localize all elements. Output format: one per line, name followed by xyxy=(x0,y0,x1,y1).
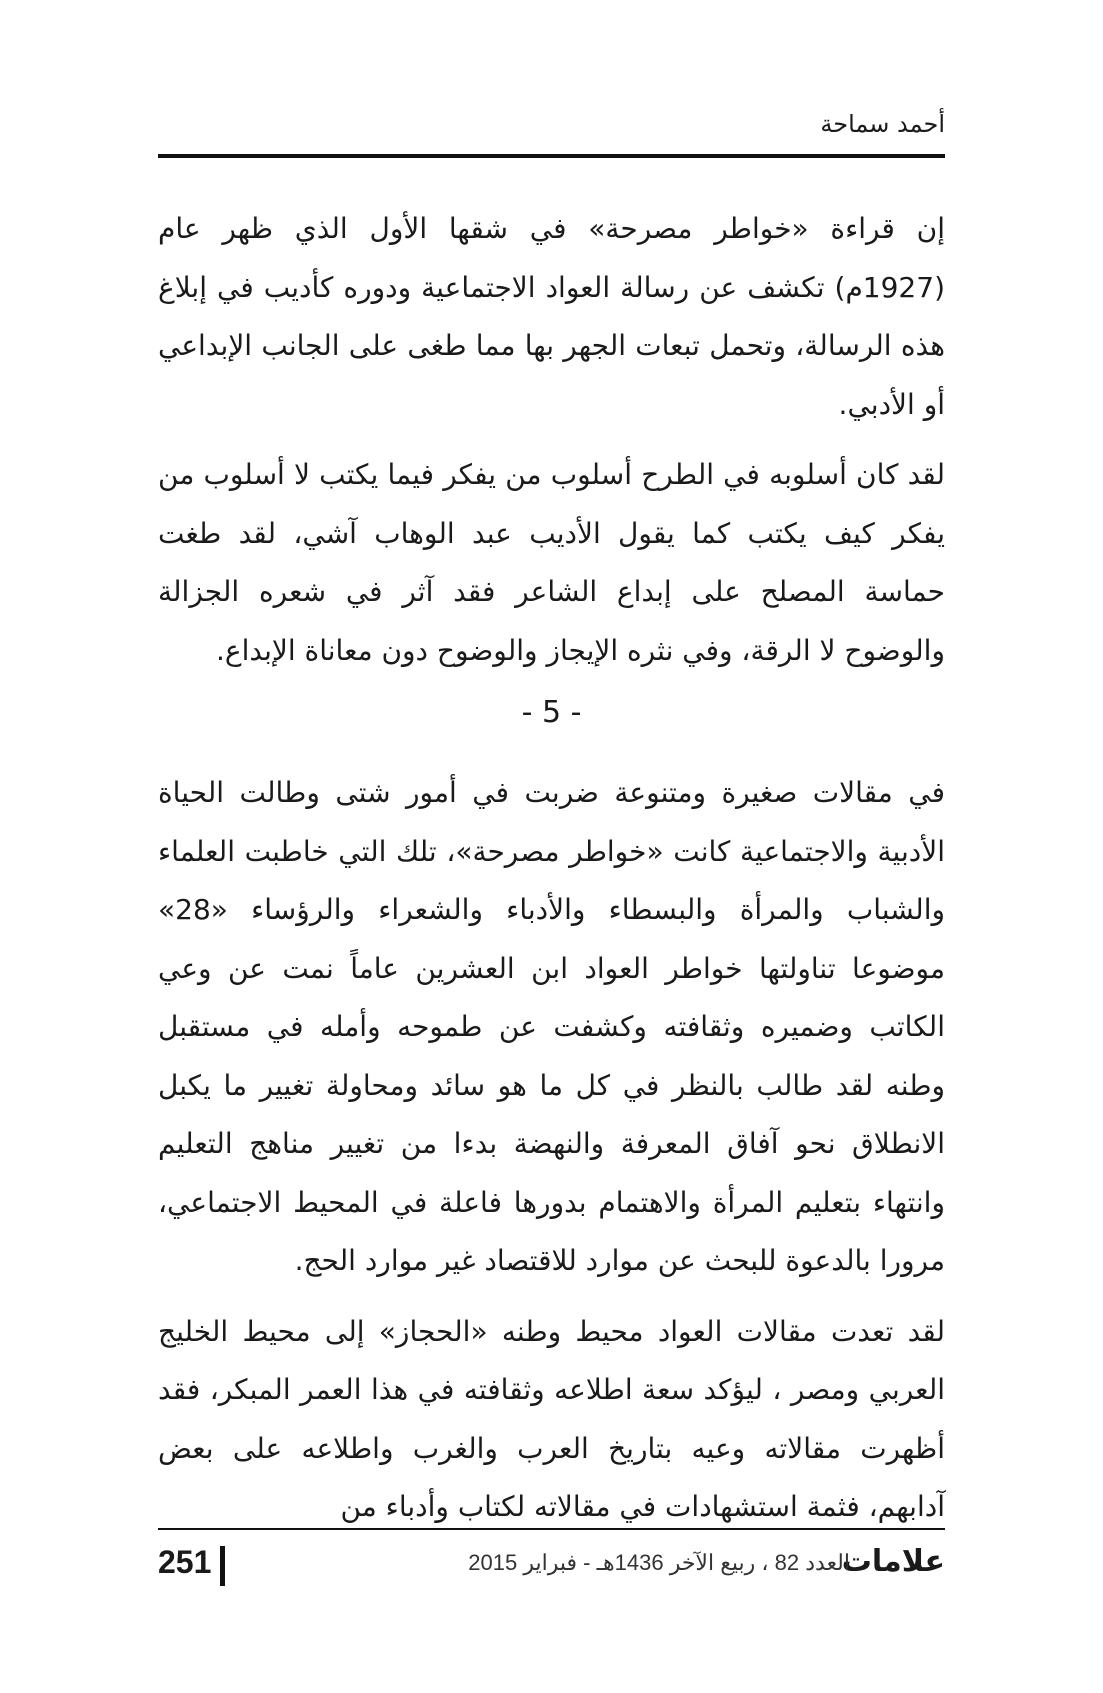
paragraph-intro: إن قراءة «خواطر مصرحة» في شقها الأول الذي ظهر عام (1927م) تكشف عن رسالة العواد الاجتماعية ودوره كأديب في إبلاغ هذه الرسالة، وتحمل تبعات الجهر بها مما طغى على الجانب الإبداعي أو الأدبي. xyxy=(158,212,945,421)
journal-logo: علامات xyxy=(841,1544,945,1579)
paragraph-style: لقد كان أسلوبه في الطرح أسلوب من يفكر فيما يكتب لا أسلوب من يفكر كيف يكتب كما يقول الأديب عبد الوهاب آشي، لقد طغت حماسة المصلح على إبداع الشاعر فقد آثر في شعره الجزالة والوضوح لا الرقة، وفي نثره الإيجاز والوضوح دون معاناة الإبداع. xyxy=(158,458,945,667)
header-divider xyxy=(158,154,945,158)
paragraph-articles: في مقالات صغيرة ومتنوعة ضربت في أمور شتى وطالت الحياة الأدبية والاجتماعية كانت «خواطر مصرحة»، تلك التي خاطبت العلماء والشباب والمرأة والبسطاء والأدباء والشعراء والرؤساء «28» موضوعا تناولتها خواطر العواد ابن العشرين عاماً نمت عن وعي الكاتب وضميره وثقافته وكشفت عن طموحه وأمله في مستقبل وطنه لقد طالب بالنظر في كل ما هو سائد ومحاولة تغيير ما يكبل الانطلاق نحو آفاق المعرفة والنهضة بدءا من تغيير مناهج التعليم وانتهاء بتعليم المرأة والاهتمام بدورها فاعلة في المحيط الاجتماعي، مرورا بالدعوة للبحث عن موارد للاقتصاد غير موارد الحج. xyxy=(158,776,945,1277)
article-body xyxy=(158,200,945,1537)
paragraph-reach: لقد تعدت مقالات العواد محيط وطنه «الحجاز» إلى محيط الخليج العربي ومصر ، ليؤكد سعة اطلاعه وثقافته في هذا العمر المبكر، فقد أظهرت مقالاته وعيه بتاريخ العرب والغرب واطلاعه على بعض آدابهم، فثمة استشهادات في مقالاته لكتاب وأدباء من xyxy=(158,1314,945,1523)
issue-info: العدد 82 ، ربيع الآخر 1436هـ - فبراير 2015 xyxy=(468,1550,850,1575)
header-author: أحمد سماحة xyxy=(820,110,945,138)
footer-divider xyxy=(158,1528,945,1530)
running-header xyxy=(158,100,945,160)
page-number: 251 xyxy=(158,1544,212,1580)
running-footer xyxy=(158,1540,945,1590)
section-number: - 5 - xyxy=(521,695,582,730)
footer-separator-bar xyxy=(220,1546,225,1586)
